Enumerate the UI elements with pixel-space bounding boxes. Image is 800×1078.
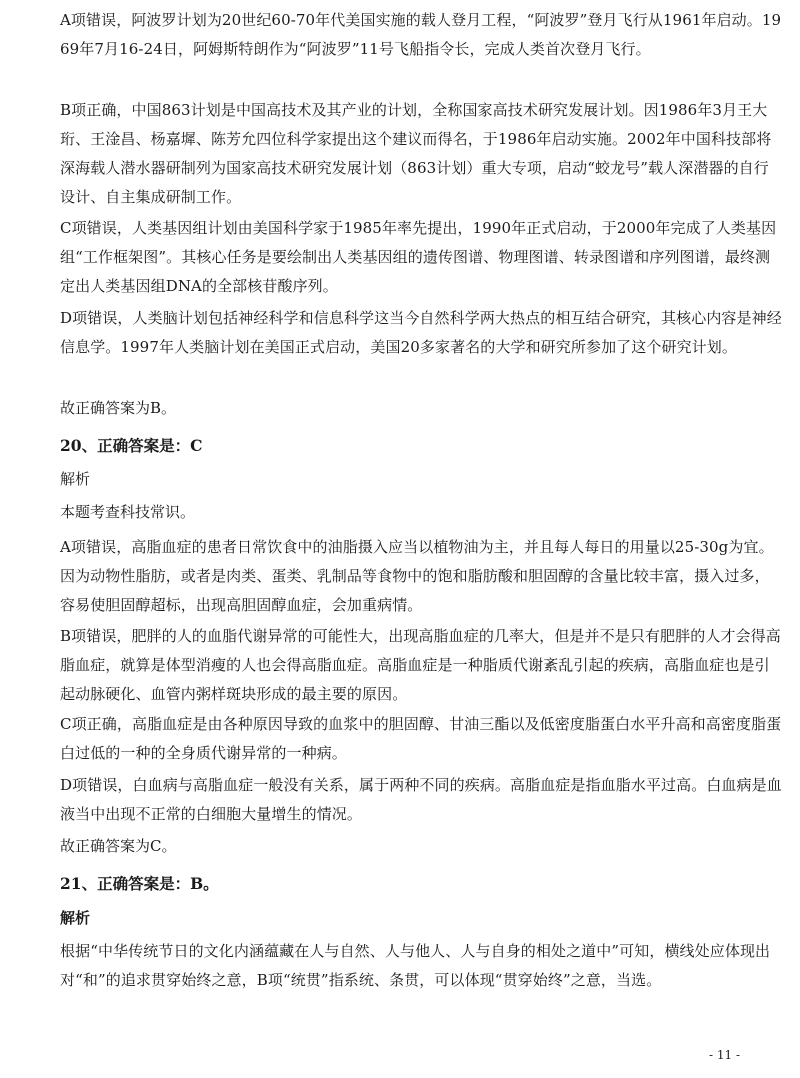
q19-option-c-analysis: C项错误，人类基因组计划由美国科学家于1985年率先提出，1990年正式启动，于2000年完成了人类基因组“工作框架图”。其核心任务是要绘制出人类基因组的遗传图谱、物理图谱、转录图谱和序列图谱，最终测定出人类基因组DNA的全部核苷酸序列。 bbox=[60, 219, 777, 295]
q20-option-b-analysis: B项错误，肥胖的人的血脂代谢异常的可能性大，出现高脂血症的几率大，但是并不是只有肥胖的人才会得高脂血症，就算是体型消瘦的人也会得高脂血症。高脂血症是一种脂质代谢紊乱引起的疾病，高脂血症也是引起动脉硬化、血管内粥样斑块形成的最主要的原因。 bbox=[60, 627, 781, 703]
q20-option-c-analysis: C项正确，高脂血症是由各种原因导致的血浆中的胆固醇、甘油三酯以及低密度脂蛋白水平升高和高密度脂蛋白过低的一种的全身质代谢异常的一种病。 bbox=[60, 715, 782, 762]
page-number: - 11 - bbox=[708, 1048, 740, 1062]
q20-conclusion: 故正确答案为C。 bbox=[60, 837, 177, 855]
q19-option-a-analysis: A项错误，阿波罗计划为20世纪60-70年代美国实施的载人登月工程，“阿波罗”登月飞行从1961年启动。1969年7月16-24日，阿姆斯特朗作为“阿波罗”11号飞船指令长，完成人类首次登月飞行。 bbox=[60, 11, 782, 58]
q20-topic: 本题考查科技常识。 bbox=[60, 503, 196, 521]
q19-conclusion: 故正确答案为B。 bbox=[60, 399, 177, 417]
q20-analysis-label: 解析 bbox=[60, 470, 91, 488]
q19-option-b-analysis: B项正确，中国863计划是中国高技术及其产业的计划，全称国家高技术研究发展计划。因1986年3月王大珩、王淦昌、杨嘉墀、陈芳允四位科学家提出这个建议而得名，于1986年启动实施。2002年中国科技部将深海载人潜水器研制列为国家高技术研究发展计划（863计划）重大专项，启动“蛟龙号”载人深潜器的自行设计、自主集成研制工作。 bbox=[60, 101, 772, 206]
q21-heading: 21、正确答案是：B。 bbox=[60, 874, 219, 893]
q20-option-d-analysis: D项错误，白血病与高脂血症一般没有关系，属于两种不同的疾病。高脂血症是指血脂水平过高。白血病是血液当中出现不正常的白细胞大量增生的情况。 bbox=[60, 776, 782, 823]
q20-option-a-analysis: A项错误，高脂血症的患者日常饮食中的油脂摄入应当以植物油为主，并且每人每日的用量以25-30g为宜。因为动物性脂肪，或者是肉类、蛋类、乳制品等食物中的饱和脂肪酸和胆固醇的含量比较丰富，摄入过多，容易使胆固醇超标，出现高胆固醇血症，会加重病情。 bbox=[60, 538, 774, 614]
q19-option-d-analysis: D项错误，人类脑计划包括神经科学和信息科学这当今自然科学两大热点的相互结合研究，其核心内容是神经信息学。1997年人类脑计划在美国正式启动，美国20多家著名的大学和研究所参加了这个研究计划。 bbox=[60, 309, 782, 356]
q20-heading: 20、正确答案是：C bbox=[60, 436, 203, 455]
q21-analysis: 根据“中华传统节日的文化内涵蕴藏在人与自然、人与他人、人与自身的相处之道中”可知，横线处应体现出对“和”的追求贯穿始终之意，B项“统贯”指系统、条贯，可以体现“贯穿始终”之意，当选。 bbox=[60, 942, 771, 989]
q21-analysis-label: 解析 bbox=[60, 909, 91, 927]
